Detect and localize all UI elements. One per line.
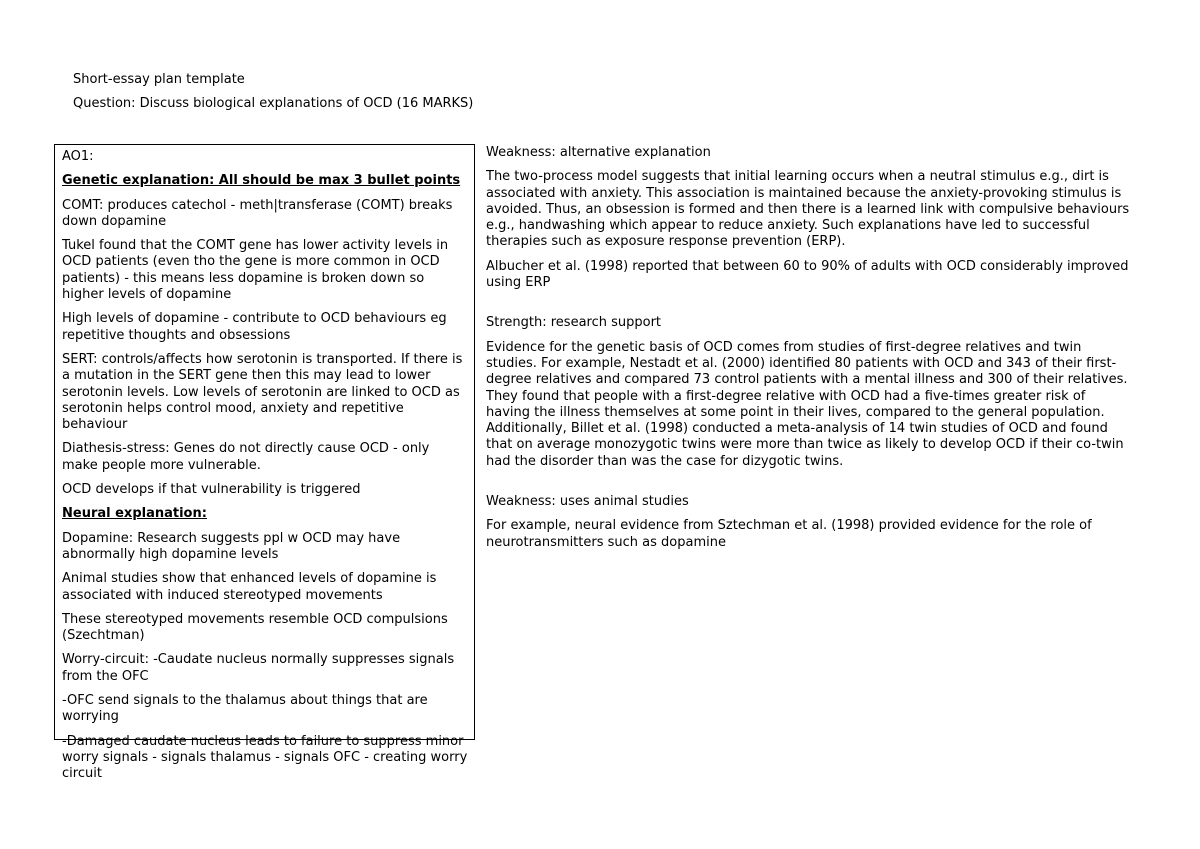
weakness-alternative-evidence: Albucher et al. (1998) reported that between 60 to 90% of adults with OCD considerably improved using ERP — [486, 258, 1129, 291]
genetic-point-sert: SERT: controls/affects how serotonin is transported. If there is a mutation in the SERT gene then this may lead to lower serotonin levels. Low levels of serotonin are linked to OCD as serotonin helps control mood, anxiety and repetitive behaviour — [62, 351, 463, 433]
template-title: Short-essay plan template — [73, 72, 245, 87]
essay-question: Question: Discuss biological explanations of OCD (16 MARKS) — [73, 96, 474, 112]
ao1-label: AO1: — [62, 149, 94, 164]
neural-point-animal-studies: Animal studies show that enhanced levels of dopamine is associated with induced stereotyped movements — [62, 571, 437, 603]
weakness-alternative-paragraph: The two-process model suggests that initial learning occurs when a neutral stimulus e.g., dirt is associated with anxiety. This association is maintained because the anxiety-provoking stimulus is avoided. Thus, an obsession is formed and then there is a learned link with compulsive behaviours e.g., handwashing which appear to reduce anxiety. Such explanations have led to successful therapies such as exposure response prevention (ERP). — [486, 169, 1130, 250]
neural-point-dopamine: Dopamine: Research suggests ppl w OCD may have abnormally high dopamine levels — [62, 530, 401, 562]
section-spacer — [486, 299, 1131, 315]
genetic-point-trigger: OCD develops if that vulnerability is triggered — [62, 482, 361, 498]
ao1-box — [54, 144, 475, 782]
genetic-point-dopamine: High levels of dopamine - contribute to OCD behaviours eg repetitive thoughts and obsessions — [62, 311, 447, 343]
document-header — [73, 72, 773, 121]
neural-point-ofc: -OFC send signals to the thalamus about things that are worrying — [62, 693, 428, 725]
genetic-point-comt: COMT: produces catechol - meth|transferase (COMT) breaks down dopamine — [62, 197, 453, 229]
neural-explanation-heading: Neural explanation: — [62, 506, 207, 522]
section-spacer — [486, 478, 1131, 494]
neural-point-worry-circuit: Worry-circuit: -Caudate nucleus normally suppresses signals from the OFC — [62, 652, 455, 684]
neural-point-caudate: -Damaged caudate nucleus leads to failure to suppress minor worry signals - signals thalamus - signals OFC - creating worry circuit — [62, 733, 468, 782]
strength-research-paragraph: Evidence for the genetic basis of OCD comes from studies of first-degree relatives and twin studies. For example, Nestadt et al. (2000) identified 80 patients with OCD and 343 of their first-degree relatives and compared 73 control patients with a mental illness and 300 of their relatives. They found that people with a first-degree relative with OCD had a five-times greater risk of having the illness themselves at some point in their lives, compared to the general population. Additionally, Billet et al. (1998) conducted a meta-analysis of 14 twin studies of OCD and found that on average monozygotic twins were more than twice as likely to develop OCD if their co-twin had the disorder than was the case for dizygotic twins. — [486, 339, 1128, 469]
weakness-animal-heading: Weakness: uses animal studies — [486, 494, 689, 510]
genetic-explanation-heading: Genetic explanation: All should be max 3 bullet points — [62, 173, 461, 189]
genetic-point-tukel: Tukel found that the COMT gene has lower activity levels in OCD patients (even tho the gene is more common in OCD patients) - this means less dopamine is broken down so higher levels of dopamine — [62, 238, 449, 303]
neural-point-compulsions: These stereotyped movements resemble OCD compulsions (Szechtman) — [62, 611, 448, 644]
evaluation-column — [486, 145, 1131, 559]
strength-research-heading: Strength: research support — [486, 315, 662, 331]
weakness-animal-paragraph: For example, neural evidence from Sztechman et al. (1998) provided evidence for the role of neurotransmitters such as dopamine — [486, 518, 1092, 550]
genetic-point-diathesis: Diathesis-stress: Genes do not directly cause OCD - only make people more vulnerable. — [62, 441, 430, 473]
weakness-alternative-heading: Weakness: alternative explanation — [486, 145, 711, 160]
